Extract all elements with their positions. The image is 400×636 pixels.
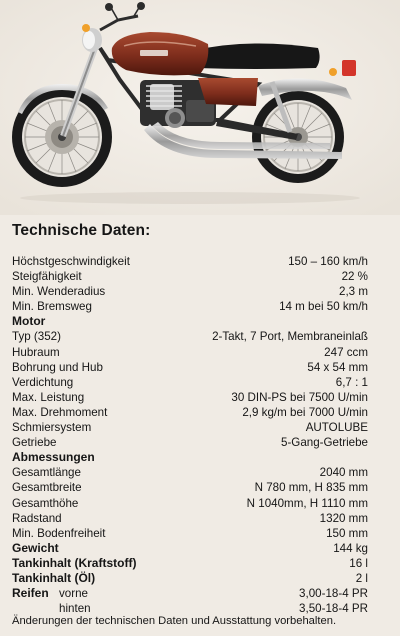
spec-label: Gewicht: [12, 540, 59, 555]
spec-row: [12, 299, 368, 314]
spec-row: [12, 254, 368, 269]
turn-signal: [329, 68, 337, 76]
rear-wheel: [252, 91, 344, 183]
spec-row: [12, 511, 368, 526]
spec-value: 22 %: [341, 270, 368, 284]
spec-label: Verdichtung: [12, 375, 74, 389]
spec-sublabel: vorne: [59, 587, 89, 601]
spec-label: Schmiersystem: [12, 421, 92, 435]
spec-value: 2,3 m: [339, 285, 368, 299]
spec-row: [12, 345, 368, 360]
motorcycle-photo: [0, 0, 400, 215]
spec-label: Radstand: [12, 511, 62, 525]
spec-row: [12, 405, 368, 420]
spec-value: 150 mm: [326, 526, 368, 540]
spec-value: 150 – 160 km/h: [288, 255, 368, 268]
spec-label: Getriebe: [12, 436, 57, 450]
spec-value: 6,7 : 1: [335, 375, 368, 389]
spec-row: [12, 329, 368, 344]
spec-label: Motor: [12, 314, 46, 329]
spec-label: Tankinhalt (Öl): [12, 570, 96, 585]
spec-group-heading: [12, 314, 368, 329]
spec-row: [12, 526, 368, 541]
spec-value: 54 x 54 mm: [307, 360, 368, 374]
spec-value: 247 ccm: [324, 345, 368, 359]
spec-value: 5-Gang-Getriebe: [281, 436, 368, 450]
spec-value: 16 l: [349, 556, 368, 570]
spec-label: Tankinhalt (Kraftstoff): [12, 555, 137, 570]
spec-group-heading: [12, 450, 368, 465]
spec-label: Typ (352): [12, 330, 61, 344]
spec-value: 3,50-18-4 PR: [299, 602, 368, 616]
spec-row-tires-front: [12, 586, 368, 601]
section-title: Technische Daten:: [12, 222, 151, 239]
footnote: Änderungen der technischen Daten und Ausstattung vorbehalten.: [12, 615, 337, 627]
spec-value: 14 m bei 50 km/h: [279, 300, 368, 314]
spec-table: [12, 254, 368, 616]
motorcycle-illustration: [0, 0, 400, 215]
tank-badge: [140, 50, 168, 56]
spec-value: 2040 mm: [319, 466, 368, 480]
spec-label: Steigfähigkeit: [12, 270, 82, 284]
spec-value: 30 DIN-PS bei 7500 U/min: [231, 390, 368, 404]
spec-label: Min. Wenderadius: [12, 285, 106, 299]
tail-light: [342, 60, 356, 76]
seat: [196, 43, 320, 69]
spec-label: Max. Leistung: [12, 390, 85, 404]
spec-row-weight: [12, 541, 368, 556]
spec-row: [12, 420, 368, 435]
side-cover: [198, 78, 258, 106]
spec-label: Max. Drehmoment: [12, 405, 108, 419]
spec-row: [12, 435, 368, 450]
spec-sublabel: hinten: [59, 602, 91, 616]
spec-value: N 780 mm, H 835 mm: [254, 481, 368, 495]
spec-label: Min. Bodenfreiheit: [12, 526, 106, 540]
spec-label: Gesamtlänge: [12, 466, 81, 480]
spec-value: AUTOLUBE: [305, 421, 368, 435]
spec-value: 1320 mm: [319, 511, 368, 525]
spec-value: 2 l: [355, 571, 368, 585]
spec-label: Höchstgeschwindigkeit: [12, 255, 130, 268]
spec-value: N 1040mm, H 1110 mm: [246, 496, 368, 510]
spec-row: [12, 480, 368, 495]
spec-value: 2,9 kg/m bei 7000 U/min: [242, 405, 368, 419]
spec-value: 144 kg: [333, 541, 368, 555]
spec-label: Abmessungen: [12, 450, 95, 465]
spec-label: Gesamthöhe: [12, 496, 79, 510]
spec-row: [12, 496, 368, 511]
spec-row: [12, 269, 368, 284]
spec-label: Hubraum: [12, 345, 60, 359]
spec-row-oil-tank: [12, 571, 368, 586]
spec-row: [12, 390, 368, 405]
spec-label: Min. Bremsweg: [12, 300, 92, 314]
spec-label: Gesamtbreite: [12, 481, 82, 495]
spec-value: 2-Takt, 7 Port, Membraneinlaß: [212, 330, 368, 344]
spec-label: Reifen: [12, 586, 49, 601]
spec-row: [12, 284, 368, 299]
spec-value: 3,00-18-4 PR: [299, 587, 368, 601]
spec-row-fuel-tank: [12, 556, 368, 571]
spec-row: [12, 465, 368, 480]
spec-row: [12, 375, 368, 390]
spec-row: [12, 360, 368, 375]
spec-label: Bohrung und Hub: [12, 360, 103, 374]
